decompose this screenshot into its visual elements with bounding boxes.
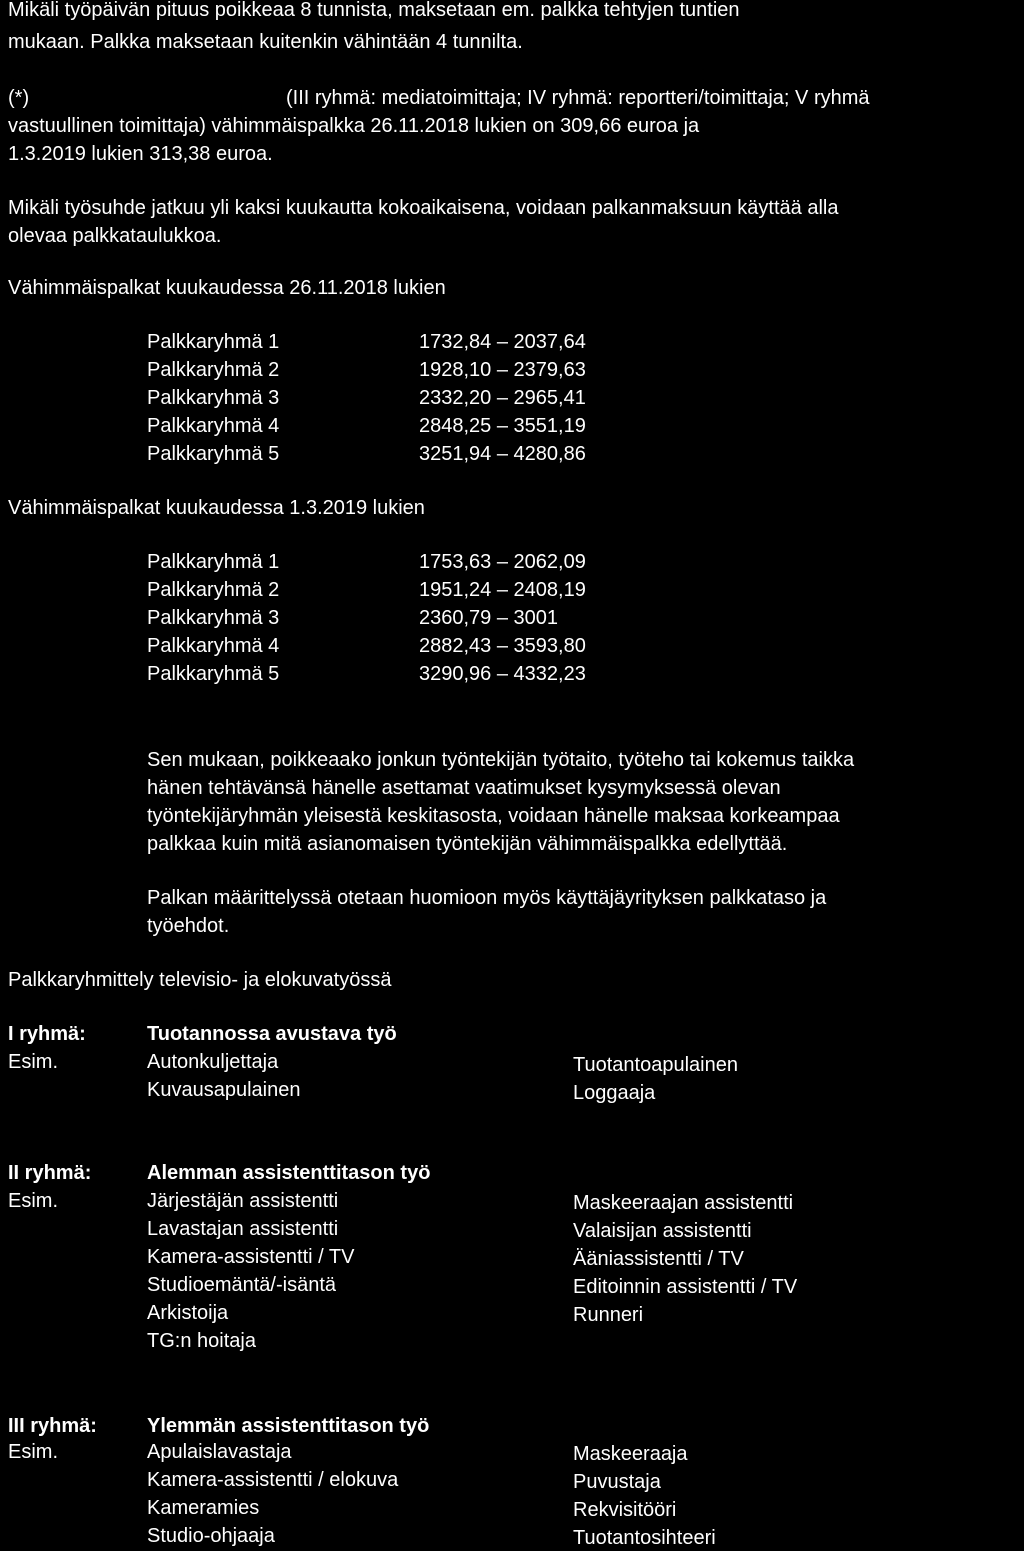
table1-row-group: Palkkaryhmä 5 xyxy=(147,443,280,465)
table1-row-group: Palkkaryhmä 3 xyxy=(147,387,280,409)
group-example: TG:n hoitaja xyxy=(147,1330,256,1352)
group-esim: Esim. xyxy=(8,1051,58,1073)
table2-row-range: 3290,96 – 4332,23 xyxy=(419,663,586,685)
table1-row-group: Palkkaryhmä 4 xyxy=(147,415,280,437)
group-example: Kuvausapulainen xyxy=(147,1079,301,1101)
group-example: Loggaaja xyxy=(573,1082,656,1104)
table2-row-range: 1753,63 – 2062,09 xyxy=(419,551,586,573)
table1-title: Vähimmäispalkat kuukaudessa 26.11.2018 lukien xyxy=(8,277,446,299)
table2-row-group: Palkkaryhmä 4 xyxy=(147,635,280,657)
group-example: Arkistoija xyxy=(147,1302,229,1324)
discretion-p2-line: työehdot. xyxy=(147,915,230,937)
group-example: Studio-ohjaaja xyxy=(147,1525,275,1547)
table2-row-group: Palkkaryhmä 2 xyxy=(147,579,280,601)
group-example: Editoinnin assistentti / TV xyxy=(573,1276,798,1298)
group-esim: Esim. xyxy=(8,1190,58,1212)
group-example: Kameramies xyxy=(147,1497,260,1519)
group-example: Lavastajan assistentti xyxy=(147,1218,339,1240)
note-line-3: 1.3.2019 lukien 313,38 euroa. xyxy=(8,143,273,165)
table2-row-group: Palkkaryhmä 5 xyxy=(147,663,280,685)
group-label: I ryhmä: xyxy=(8,1023,86,1045)
group-title: Ylemmän assistenttitason työ xyxy=(147,1415,430,1437)
group-example: Maskeeraajan assistentti xyxy=(573,1192,794,1214)
table1-row-group: Palkkaryhmä 1 xyxy=(147,331,280,353)
group-example: Studioemäntä/-isäntä xyxy=(147,1274,337,1296)
discretion-p1-line: Sen mukaan, poikkeaako jonkun työntekijän työtaito, työteho tai kokemus taikka xyxy=(147,749,855,771)
table2-row-group: Palkkaryhmä 1 xyxy=(147,551,280,573)
discretion-p1-line: palkkaa kuin mitä asianomaisen työntekijän vähimmäispalkka edellyttää. xyxy=(147,833,788,855)
group-title: Tuotannossa avustava työ xyxy=(147,1023,397,1045)
group-example: Runneri xyxy=(573,1304,644,1326)
group-esim: Esim. xyxy=(8,1441,58,1463)
group-example: Puvustaja xyxy=(573,1471,661,1493)
group-example: Valaisijan assistentti xyxy=(573,1220,752,1242)
group-example: Tuotantosihteeri xyxy=(573,1527,716,1549)
note-line-2: vastuullinen toimittaja) vähimmäispalkka 26.11.2018 lukien on 309,66 euroa ja xyxy=(8,115,700,137)
monthly-note-line-2: olevaa palkkataulukkoa. xyxy=(8,225,222,247)
group-label: III ryhmä: xyxy=(8,1415,97,1437)
table2-row-group: Palkkaryhmä 3 xyxy=(147,607,280,629)
table1-row-range: 1928,10 – 2379,63 xyxy=(419,359,586,381)
group-example: Kamera-assistentti / TV xyxy=(147,1246,355,1268)
group-example: Ääniassistentti / TV xyxy=(573,1248,744,1270)
table2-row-range: 2882,43 – 3593,80 xyxy=(419,635,586,657)
discretion-p1-line: työntekijäryhmän yleisestä keskitasosta, voidaan hänelle maksaa korkeampaa xyxy=(147,805,840,827)
group-example: Järjestäjän assistentti xyxy=(147,1190,339,1212)
note-marker: (*) xyxy=(8,87,30,109)
table2-title: Vähimmäispalkat kuukaudessa 1.3.2019 lukien xyxy=(8,497,425,519)
group-example: Autonkuljettaja xyxy=(147,1051,279,1073)
table2-row-range: 2360,79 – 3001 xyxy=(419,607,559,629)
table1-row-range: 1732,84 – 2037,64 xyxy=(419,331,586,353)
intro-line-1: Mikäli työpäivän pituus poikkeaa 8 tunnista, maksetaan em. palkka tehtyjen tuntien xyxy=(8,0,740,21)
group-example: Apulaislavastaja xyxy=(147,1441,292,1463)
intro-line-2: mukaan. Palkka maksetaan kuitenkin vähintään 4 tunnilta. xyxy=(8,31,523,53)
discretion-p1-line: hänen tehtävänsä hänelle asettamat vaatimukset kysymyksessä olevan xyxy=(147,777,781,799)
discretion-p2-line: Palkan määrittelyssä otetaan huomioon myös käyttäjäyrityksen palkkataso ja xyxy=(147,887,827,909)
table1-row-range: 3251,94 – 4280,86 xyxy=(419,443,586,465)
group-example: Tuotantoapulainen xyxy=(573,1054,738,1076)
table1-row-range: 2848,25 – 3551,19 xyxy=(419,415,586,437)
table1-row-group: Palkkaryhmä 2 xyxy=(147,359,280,381)
group-title: Alemman assistenttitason työ xyxy=(147,1162,431,1184)
group-example: Kamera-assistentti / elokuva xyxy=(147,1469,399,1491)
table2-row-range: 1951,24 – 2408,19 xyxy=(419,579,586,601)
monthly-note-line-1: Mikäli työsuhde jatkuu yli kaksi kuukautta kokoaikaisena, voidaan palkanmaksuun käyttää alla xyxy=(8,197,839,219)
group-example: Maskeeraaja xyxy=(573,1443,688,1465)
table1-row-range: 2332,20 – 2965,41 xyxy=(419,387,586,409)
note-line-1: (III ryhmä: mediatoimittaja; IV ryhmä: reportteri/toimittaja; V ryhmä xyxy=(286,87,870,109)
group-label: II ryhmä: xyxy=(8,1162,92,1184)
grouping-title: Palkkaryhmittely televisio- ja elokuvatyössä xyxy=(8,969,392,991)
group-example: Rekvisitööri xyxy=(573,1499,677,1521)
